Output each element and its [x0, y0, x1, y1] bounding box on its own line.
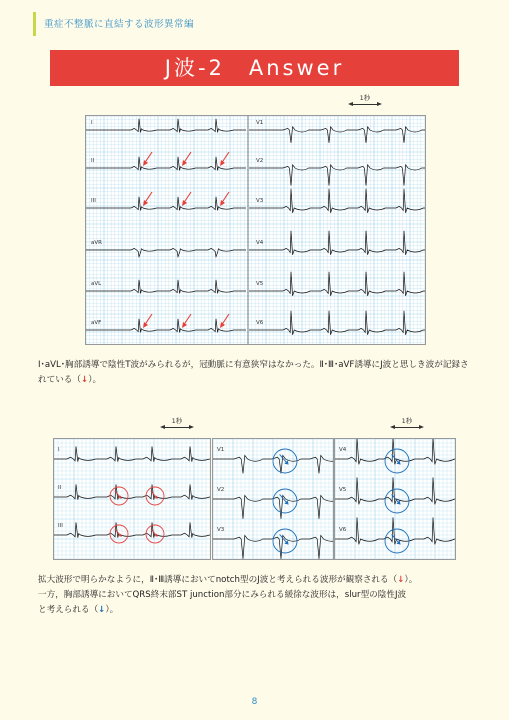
caption-2-line-3: と考えられる（↓）。 — [38, 605, 119, 615]
page-header — [0, 0, 509, 40]
ecg-zoom-limb-trace — [54, 439, 210, 559]
blue-down-arrow-icon: ↓ — [98, 605, 106, 615]
ecg-zoom-v4-v6-panel — [334, 438, 456, 560]
ecg-12-lead-trace — [86, 116, 425, 344]
caption-1-tail: ）。 — [88, 375, 102, 385]
ecg-zoom-limb-panel — [53, 438, 211, 560]
ecg-trace-v2 — [249, 165, 425, 186]
ecg-trace-iii — [54, 522, 210, 537]
lead-label-avl: aVL — [91, 281, 102, 287]
page-number: 8 — [251, 697, 258, 707]
header-title: 重症不整脈に直結する波形異常編 — [44, 19, 195, 30]
lead-label-avf: aVF — [91, 320, 102, 326]
lead-label-v2: V2 — [256, 158, 264, 164]
caption-2 — [38, 573, 478, 618]
ecg-trace-i — [54, 446, 210, 461]
lead-label-v3: V3 — [256, 198, 264, 204]
lead-label-v2: V2 — [217, 487, 225, 493]
scale-bar-left — [160, 418, 194, 432]
scale-label: 1秒 — [359, 94, 371, 102]
lead-label-iii: III — [91, 198, 96, 204]
lead-label-iii: III — [58, 523, 63, 529]
caption-2-line-2: 一方，胸部誘導においてQRS終末部ST junction部分にみられる緩徐な波形は，slur型の陰性J波 — [38, 590, 407, 600]
ecg-trace-v4 — [249, 231, 425, 255]
header-accent-bar — [33, 12, 36, 36]
ecg-trace-v1 — [249, 127, 425, 143]
caption-1-text: Ⅰ･aVL･胸部誘導で陰性T波がみられるが，冠動脈に有意狭窄はなかった。Ⅱ･Ⅲ･aVF誘導にJ波と思しき波が記録されている（ — [38, 360, 469, 385]
ecg-zoom-v1-v3-panel — [212, 438, 334, 560]
lead-label-v1: V1 — [217, 447, 225, 453]
lead-label-v5: V5 — [256, 281, 264, 287]
lead-label-v3: V3 — [217, 527, 225, 533]
ecg-12-lead-panel — [85, 115, 426, 345]
caption-1 — [38, 358, 474, 388]
lead-label-i: I — [91, 120, 93, 126]
lead-label-avr: aVR — [91, 240, 102, 246]
red-down-arrow-icon: ↓ — [80, 375, 89, 385]
lead-label-v5: V5 — [339, 487, 347, 493]
lead-label-v6: V6 — [256, 320, 264, 326]
ecg-trace-v6 — [249, 311, 425, 335]
lead-label-ii: II — [91, 158, 95, 164]
ecg-trace-v5 — [249, 272, 425, 296]
ecg-zoom-v1-v3-trace — [213, 439, 333, 559]
lead-label-i: I — [58, 447, 60, 453]
lead-label-v1: V1 — [256, 120, 264, 126]
ecg-trace-avl — [86, 280, 246, 294]
scale-label: 1秒 — [401, 417, 413, 425]
red-down-arrow-icon: ↓ — [397, 575, 405, 585]
scale-bar-top — [348, 95, 382, 109]
scale-bar-right — [390, 418, 424, 432]
lead-label-v4: V4 — [256, 240, 264, 246]
lead-label-ii: II — [58, 485, 62, 491]
ecg-trace-ii — [54, 484, 210, 499]
caption-2-line-1: 拡大波形で明らかなように，Ⅱ･Ⅲ誘導においてnotch型のJ波と考えられる波形が観察される（↓）。 — [38, 575, 418, 585]
lead-label-v4: V4 — [339, 447, 347, 453]
ecg-trace-v3 — [249, 189, 425, 213]
lead-label-v6: V6 — [339, 527, 347, 533]
ecg-trace-avr — [86, 248, 246, 256]
section-banner: J波-2 Answer — [50, 50, 459, 86]
scale-label: 1秒 — [171, 417, 183, 425]
ecg-zoom-v4-v6-trace — [335, 439, 455, 559]
